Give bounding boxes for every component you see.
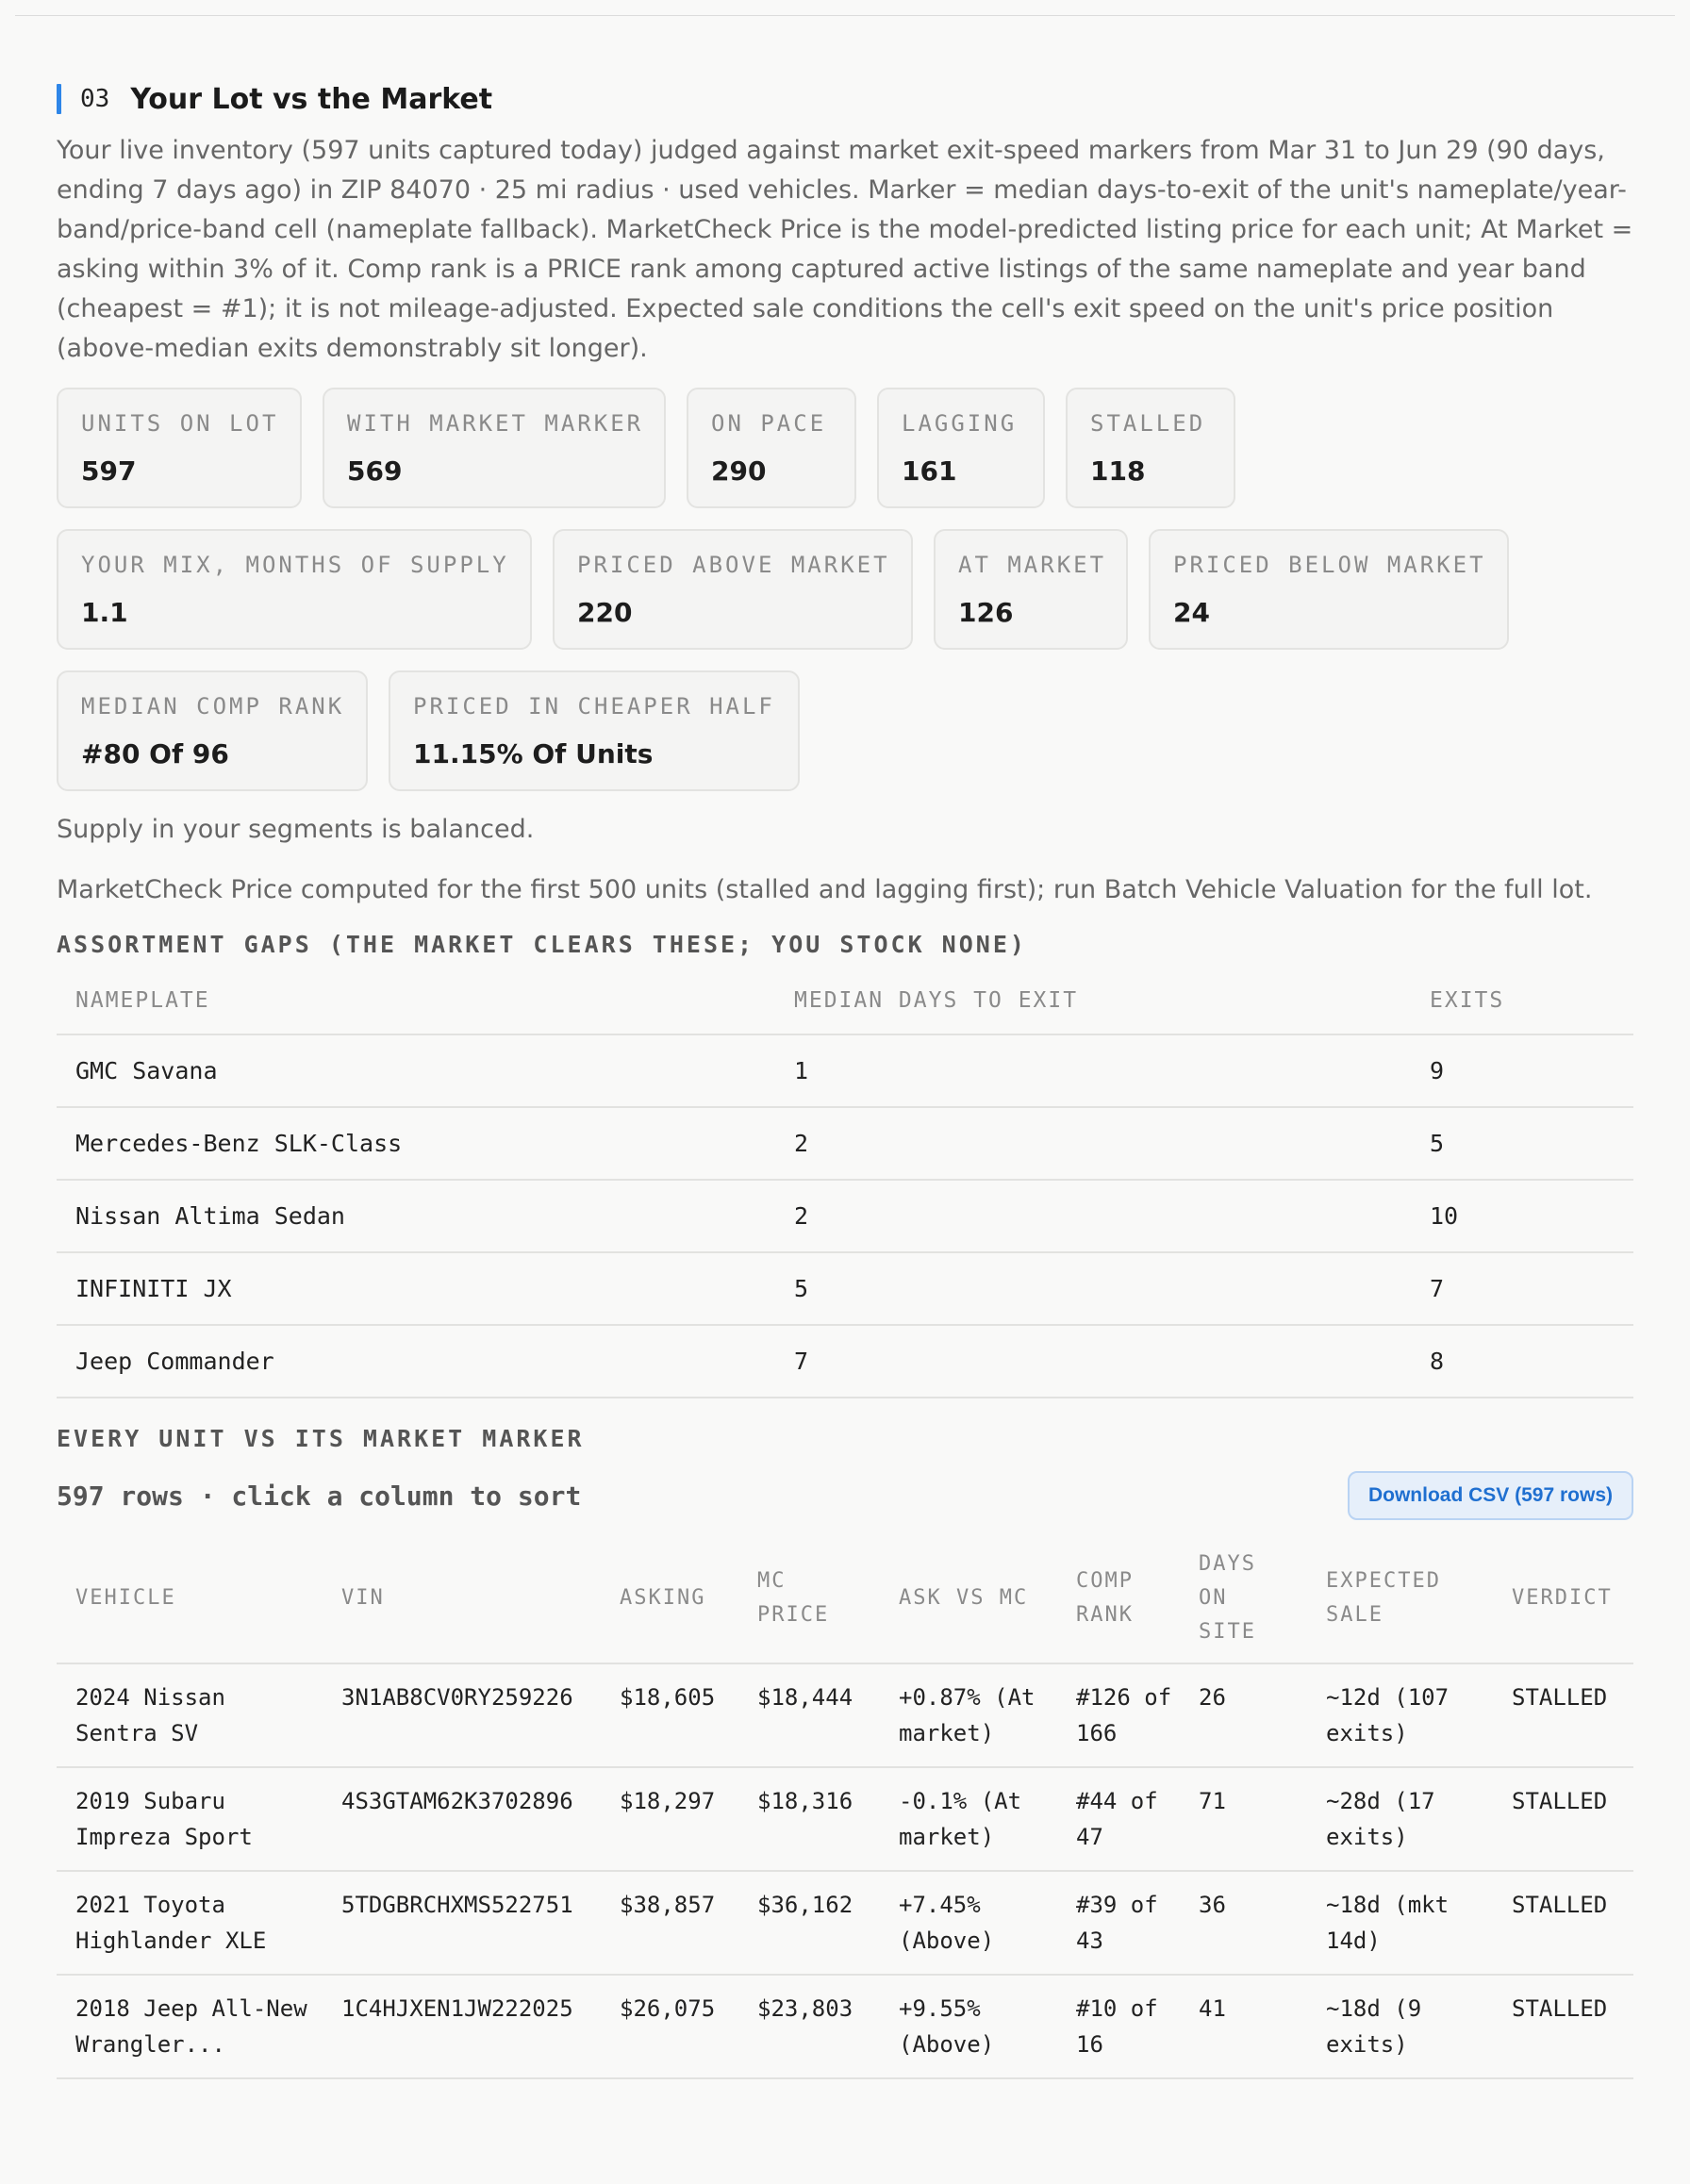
table-row: [57, 1975, 1633, 2078]
table-row: [57, 1107, 1633, 1180]
kpi-value: #80 Of 96: [81, 738, 229, 769]
table-row: [57, 1180, 1633, 1252]
cell-nameplate: Mercedes-Benz SLK-Class: [57, 1107, 775, 1180]
kpi-value: 1.1: [81, 597, 128, 628]
kpi-value: 290: [711, 455, 767, 487]
section-accent-bar: [57, 84, 61, 114]
section-header: [57, 82, 1633, 116]
cell-days-on-site: 41: [1180, 1975, 1307, 2078]
kpi-label: MEDIAN COMP RANK: [81, 693, 345, 720]
assortment-gaps-table: [57, 968, 1633, 1398]
cell-mc-price: $18,316: [738, 1767, 880, 1871]
every-unit-title: EVERY UNIT VS ITS MARKET MARKER: [57, 1425, 585, 1452]
kpi-lagging: [877, 388, 1045, 508]
column-header-mc-price[interactable]: MC PRICE: [738, 1533, 880, 1663]
cell-ask-vs-mc: -0.1% (At market): [880, 1767, 1057, 1871]
cell-vehicle: 2018 Jeep All-New Wrangler...: [57, 1975, 323, 2078]
cell-comp-rank: #126 of 166: [1057, 1663, 1180, 1767]
cell-mc-price: $36,162: [738, 1871, 880, 1975]
kpi-value: 597: [81, 455, 137, 487]
cell-asking: $18,605: [601, 1663, 738, 1767]
cell-expected-sale: ~12d (107 exits): [1307, 1663, 1493, 1767]
table-row: [57, 1252, 1633, 1325]
cell-vin: 4S3GTAM62K3702896: [323, 1767, 601, 1871]
kpi-priced-below-market: [1149, 529, 1509, 650]
cell-days-on-site: 26: [1180, 1663, 1307, 1767]
cell-expected-sale: ~18d (mkt 14d): [1307, 1871, 1493, 1975]
cell-vin: 5TDGBRCHXMS522751: [323, 1871, 601, 1975]
cell-vehicle: 2021 Toyota Highlander XLE: [57, 1871, 323, 1975]
top-divider: [15, 15, 1675, 16]
every-unit-table: [57, 1533, 1633, 2079]
kpi-value: 11.15% Of Units: [413, 738, 654, 769]
column-header-exits: EXITS: [1411, 968, 1633, 1034]
kpi-at-market: [934, 529, 1128, 650]
cell-exits: 7: [1411, 1252, 1633, 1325]
cell-asking: $26,075: [601, 1975, 738, 2078]
kpi-units-on-lot: [57, 388, 302, 508]
units-toolbar: [57, 1471, 1633, 1520]
kpi-label: ON PACE: [711, 410, 827, 437]
section-intro: Your live inventory (597 units captured today) judged against market exit-speed markers from Mar 31 to Jun 29 (90 days, ending 7 days ago) in ZIP 84070 · 25 mi radius · used vehicles. Marker = median days-to-exit of the unit's nameplate/year-band/price-band cell (nameplate fallback). MarketCheck Price is the model-predicted listing price for each unit; At Market = asking within 3% of it. Comp rank is a PRICE rank among captured active listings of the same nameplate and year band (cheapest = #1); it is not mileage-adjusted. Expected sale conditions the cell's exit speed on the unit's price position (above-median exits demonstrably sit longer).: [57, 136, 1633, 363]
kpi-label: AT MARKET: [958, 552, 1107, 578]
kpi-value: 118: [1090, 455, 1146, 487]
kpi-grid: [57, 388, 1641, 791]
table-row: [57, 1871, 1633, 1975]
column-header-verdict[interactable]: VERDICT: [1493, 1533, 1633, 1663]
assortment-gaps-title: ASSORTMENT GAPS (THE MARKET CLEARS THESE; YOU STOCK NONE): [57, 931, 1027, 958]
kpi-label: WITH MARKET MARKER: [347, 410, 644, 437]
lot-vs-market-section: [0, 82, 1690, 2079]
cell-days-on-site: 36: [1180, 1871, 1307, 1975]
cell-asking: $18,297: [601, 1767, 738, 1871]
kpi-with-market-marker: [323, 388, 666, 508]
cell-nameplate: Nissan Altima Sedan: [57, 1180, 775, 1252]
cell-verdict: STALLED: [1493, 1663, 1633, 1767]
cell-comp-rank: #39 of 43: [1057, 1871, 1180, 1975]
cell-days-on-site: 71: [1180, 1767, 1307, 1871]
cell-exits: 8: [1411, 1325, 1633, 1398]
cell-vin: 3N1AB8CV0RY259226: [323, 1663, 601, 1767]
table-row: [57, 1034, 1633, 1107]
cell-median-days: 7: [775, 1325, 1411, 1398]
kpi-label: YOUR MIX, MONTHS OF SUPPLY: [81, 552, 509, 578]
column-header-vehicle[interactable]: VEHICLE: [57, 1533, 323, 1663]
kpi-label: PRICED ABOVE MARKET: [577, 552, 890, 578]
kpi-label: STALLED: [1090, 410, 1206, 437]
kpi-label: PRICED IN CHEAPER HALF: [413, 693, 775, 720]
kpi-label: LAGGING: [902, 410, 1018, 437]
cell-median-days: 2: [775, 1107, 1411, 1180]
cell-expected-sale: ~28d (17 exits): [1307, 1767, 1493, 1871]
cell-exits: 5: [1411, 1107, 1633, 1180]
kpi-stalled: [1066, 388, 1235, 508]
cell-expected-sale: ~18d (9 exits): [1307, 1975, 1493, 2078]
column-header-median-days: MEDIAN DAYS TO EXIT: [775, 968, 1411, 1034]
column-header-vin[interactable]: VIN: [323, 1533, 601, 1663]
cell-ask-vs-mc: +9.55% (Above): [880, 1975, 1057, 2078]
cell-nameplate: GMC Savana: [57, 1034, 775, 1107]
column-header-expected-sale[interactable]: EXPECTED SALE: [1307, 1533, 1493, 1663]
kpi-value: 220: [577, 597, 633, 628]
section-title: Your Lot vs the Market: [130, 82, 493, 116]
cell-exits: 10: [1411, 1180, 1633, 1252]
table-row: [57, 1325, 1633, 1398]
table-row: [57, 1663, 1633, 1767]
cell-vehicle: 2024 Nissan Sentra SV: [57, 1663, 323, 1767]
kpi-priced-in-cheaper-half: [389, 670, 800, 791]
cell-verdict: STALLED: [1493, 1767, 1633, 1871]
cell-verdict: STALLED: [1493, 1871, 1633, 1975]
cell-nameplate: Jeep Commander: [57, 1325, 775, 1398]
download-csv-button[interactable]: Download CSV (597 rows): [1348, 1471, 1633, 1520]
kpi-value: 569: [347, 455, 403, 487]
kpi-label: PRICED BELOW MARKET: [1173, 552, 1486, 578]
kpi-label: UNITS ON LOT: [81, 410, 279, 437]
rows-count-label: 597 rows · click a column to sort: [57, 1480, 582, 1512]
cell-median-days: 1: [775, 1034, 1411, 1107]
supply-note: Supply in your segments is balanced.: [57, 815, 535, 844]
cell-ask-vs-mc: +7.45% (Above): [880, 1871, 1057, 1975]
column-header-comp-rank[interactable]: COMP RANK: [1057, 1533, 1180, 1663]
table-row: [57, 1767, 1633, 1871]
cell-verdict: STALLED: [1493, 1975, 1633, 2078]
kpi-months-of-supply: [57, 529, 532, 650]
cell-ask-vs-mc: +0.87% (At market): [880, 1663, 1057, 1767]
column-header-ask-vs-mc[interactable]: ASK VS MC: [880, 1533, 1057, 1663]
column-header-nameplate: NAMEPLATE: [57, 968, 775, 1034]
kpi-value: 161: [902, 455, 957, 487]
cell-vin: 1C4HJXEN1JW222025: [323, 1975, 601, 2078]
cell-asking: $38,857: [601, 1871, 738, 1975]
column-header-asking[interactable]: ASKING: [601, 1533, 738, 1663]
cell-mc-price: $18,444: [738, 1663, 880, 1767]
table-header-row: [57, 968, 1633, 1034]
column-header-days-on-site[interactable]: DAYS ON SITE: [1180, 1533, 1307, 1663]
table-header-row: [57, 1533, 1633, 1663]
cell-median-days: 2: [775, 1180, 1411, 1252]
cell-comp-rank: #44 of 47: [1057, 1767, 1180, 1871]
kpi-value: 24: [1173, 597, 1210, 628]
cell-vehicle: 2019 Subaru Impreza Sport: [57, 1767, 323, 1871]
cell-comp-rank: #10 of 16: [1057, 1975, 1180, 2078]
cell-exits: 9: [1411, 1034, 1633, 1107]
cell-mc-price: $23,803: [738, 1975, 880, 2078]
valuation-note: MarketCheck Price computed for the first 500 units (stalled and lagging first); run Batch Vehicle Valuation for the full lot.: [57, 875, 1593, 904]
section-number: 03: [80, 85, 110, 113]
kpi-on-pace: [687, 388, 856, 508]
cell-nameplate: INFINITI JX: [57, 1252, 775, 1325]
kpi-priced-above-market: [553, 529, 913, 650]
kpi-median-comp-rank: [57, 670, 368, 791]
cell-median-days: 5: [775, 1252, 1411, 1325]
kpi-value: 126: [958, 597, 1014, 628]
